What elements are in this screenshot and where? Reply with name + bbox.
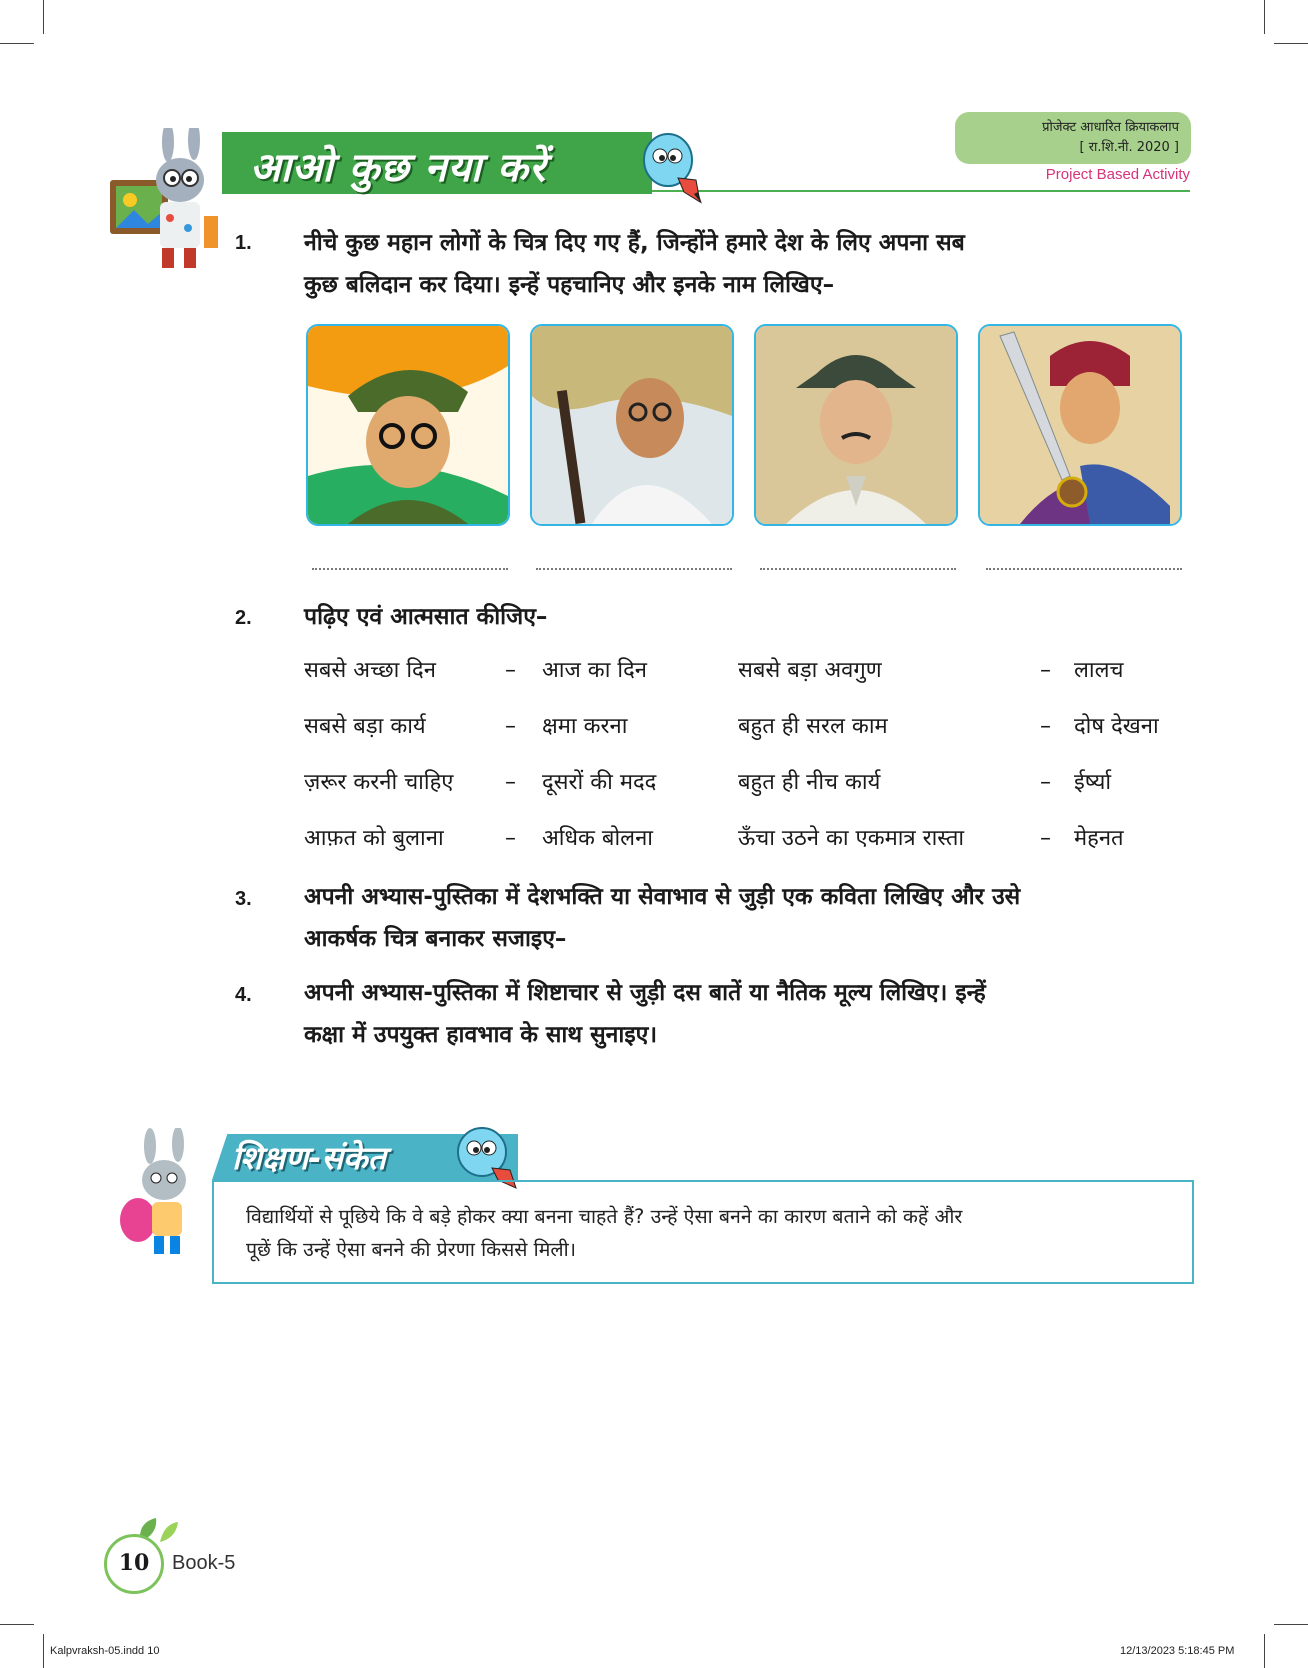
section-title: आओ कुछ नया करें [250, 145, 547, 191]
question-1-line1: नीचे कुछ महान लोगों के चित्र दिए गए हैं, जिन्होंने हमारे देश के लिए अपना सब [304, 230, 965, 256]
portrait-image [754, 324, 958, 526]
answer-line[interactable] [986, 568, 1182, 570]
crop-mark [1264, 1634, 1265, 1668]
question-4-line2: कक्षा में उपयुक्त हावभाव के साथ सुनाइए। [304, 1022, 658, 1048]
proverb-left-term: ज़रूर करनी चाहिए [304, 770, 454, 795]
crop-mark [0, 43, 34, 44]
proverb-left-term: सबसे बड़ा कार्य [304, 714, 426, 739]
question-2-heading: पढ़िए एवं आत्मसात कीजिए– [304, 604, 548, 630]
crop-mark [43, 1634, 44, 1668]
question-3-text [304, 876, 1204, 960]
answer-line[interactable] [312, 568, 508, 570]
file-name: Kalpvraksh-05.indd 10 [50, 1645, 160, 1657]
question-1-text [304, 222, 1184, 306]
dash: – [1040, 714, 1051, 739]
proverb-right-meaning: मेहनत [1074, 826, 1124, 851]
portrait-image [306, 324, 510, 526]
proverb-left-meaning: आज का दिन [542, 658, 647, 683]
crop-mark [1264, 0, 1265, 34]
portrait-image [530, 324, 734, 526]
proverb-right-meaning: दोष देखना [1074, 714, 1159, 739]
proverb-right-term: ऊँचा उठने का एकमात्र रास्ता [738, 826, 965, 851]
teaching-tip-text [246, 1200, 1166, 1266]
rabbit-painter-illustration [108, 128, 228, 274]
question-1-line2: कुछ बलिदान कर दिया। इन्हें पहचानिए और इनके नाम लिखिए– [304, 272, 835, 298]
dash: – [505, 770, 516, 795]
project-badge [955, 112, 1191, 164]
proverb-left-term: सबसे अच्छा दिन [304, 658, 436, 683]
badge-line1: प्रोजेक्ट आधारित क्रियाकलाप [1042, 120, 1179, 135]
page-number: 10 [118, 1550, 150, 1576]
pen-mascot-icon [640, 130, 710, 206]
question-4-line1: अपनी अभ्यास-पुस्तिका में शिष्टाचार से जुड़ी दस बातें या नैतिक मूल्य लिखिए। इन्हें [304, 980, 986, 1006]
book-label: Book-5 [172, 1552, 236, 1574]
proverb-left-meaning: अधिक बोलना [542, 826, 654, 851]
question-2-number: 2. [235, 607, 252, 629]
portrait-image [978, 324, 1182, 526]
dash: – [505, 826, 516, 851]
answer-line[interactable] [536, 568, 732, 570]
rabbit-mascot-illustration [116, 1128, 206, 1264]
print-timestamp: 12/13/2023 5:18:45 PM [1120, 1645, 1235, 1657]
proverb-left-meaning: क्षमा करना [542, 714, 628, 739]
proverb-right-meaning: ईर्ष्या [1074, 770, 1112, 795]
crop-mark [1274, 1624, 1308, 1625]
question-1-number: 1. [235, 232, 252, 254]
question-4-number: 4. [235, 984, 252, 1006]
answer-line[interactable] [760, 568, 956, 570]
tip-title: शिक्षण-संकेत [232, 1139, 386, 1177]
dash: – [505, 714, 516, 739]
question-4-text [304, 972, 1204, 1056]
crop-mark [0, 1624, 34, 1625]
dash: – [1040, 770, 1051, 795]
proverb-right-term: बहुत ही सरल काम [738, 714, 888, 739]
tip-line1: विद्यार्थियों से पूछिये कि वे बड़े होकर क्या बनना चाहते हैं? उन्हें ऐसा बनने का कारण बताने को कहें और [246, 1205, 963, 1228]
dash: – [1040, 826, 1051, 851]
dash: – [505, 658, 516, 683]
proverb-right-term: बहुत ही नीच कार्य [738, 770, 881, 795]
proverb-left-term: आफ़त को बुलाना [304, 826, 444, 851]
badge-line2: [ रा.शि.नी. 2020 ] [1079, 140, 1179, 155]
question-3-number: 3. [235, 888, 252, 910]
crop-mark [1274, 43, 1308, 44]
tip-line2: पूछें कि उन्हें ऐसा बनने की प्रेरणा किससे मिली। [246, 1238, 577, 1261]
question-3-line1: अपनी अभ्यास-पुस्तिका में देशभक्ति या सेवाभाव से जुड़ी एक कविता लिखिए और उसे [304, 884, 1021, 910]
proverb-right-meaning: लालच [1074, 658, 1124, 683]
project-subtitle: Project Based Activity [1045, 166, 1190, 183]
question-3-line2: आकर्षक चित्र बनाकर सजाइए– [304, 926, 567, 952]
dash: – [1040, 658, 1051, 683]
crop-mark [43, 0, 44, 34]
proverb-left-meaning: दूसरों की मदद [542, 770, 657, 795]
proverb-right-term: सबसे बड़ा अवगुण [738, 658, 882, 683]
